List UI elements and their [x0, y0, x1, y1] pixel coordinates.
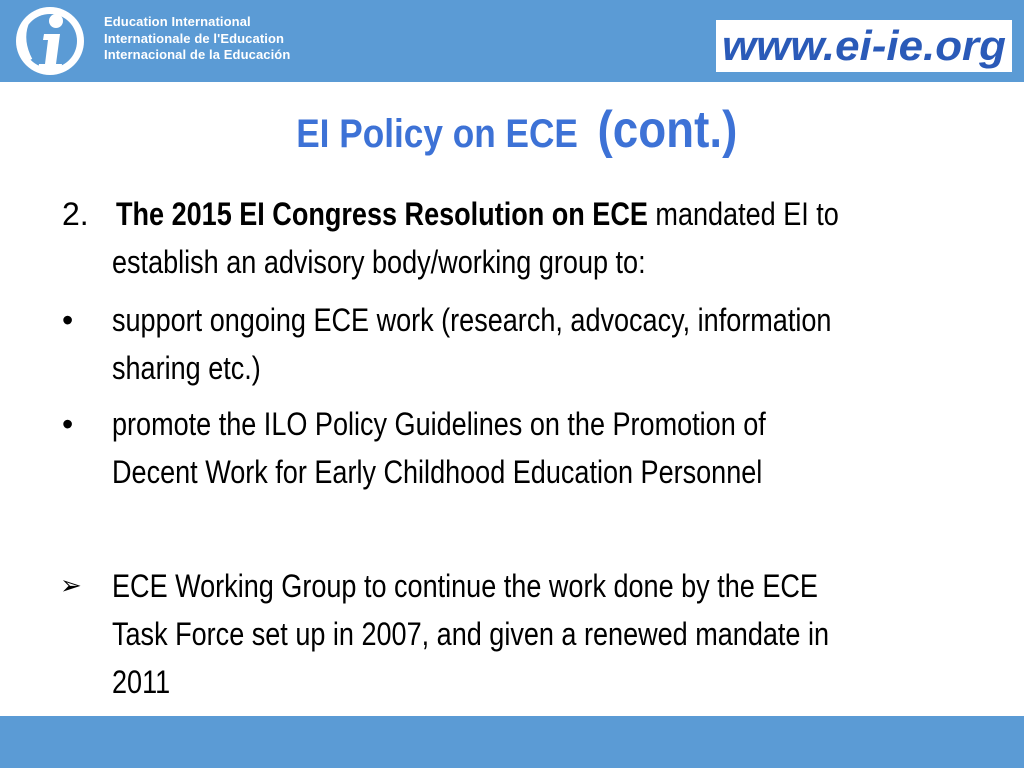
org-name-en: Education International: [104, 14, 251, 29]
arrow-bullet-icon: ➢: [60, 571, 82, 601]
bullet-marker: •: [62, 406, 74, 442]
org-name-es: Internacional de la Educación: [104, 47, 291, 62]
bullet-1-line-2: sharing etc.): [112, 350, 261, 386]
org-name-fr: Internationale de l'Education: [104, 30, 285, 46]
bullet-1-line-1: support ongoing ECE work (research, advocacy, information: [112, 302, 832, 338]
footer-band: [0, 716, 1024, 768]
arrow-item-line-3: 2011: [112, 664, 171, 700]
arrow-item-line-2: Task Force set up in 2007, and given a renewed mandate in: [112, 616, 830, 652]
item-2-rest-text: mandated EI to: [647, 196, 839, 232]
page-title-cont: (cont.): [597, 101, 738, 159]
bullet-marker: •: [62, 302, 74, 338]
page-title-main: EI Policy on ECE: [296, 112, 579, 156]
item-2-line-1: [116, 190, 839, 238]
item-2-line-2: establish an advisory body/working group to:: [112, 244, 646, 280]
url-link[interactable]: www.ei-ie.org: [722, 22, 1006, 69]
bullet-2-line-1: promote the ILO Policy Guidelines on the Promotion of: [112, 406, 766, 442]
bullet-2-line-2: Decent Work for Early Childhood Education Personnel: [112, 454, 763, 490]
arrow-item-line-1: ECE Working Group to continue the work done by the ECE: [112, 568, 818, 604]
item-number: 2.: [62, 196, 89, 232]
item-2-bold-text: The 2015 EI Congress Resolution on ECE: [116, 196, 648, 232]
